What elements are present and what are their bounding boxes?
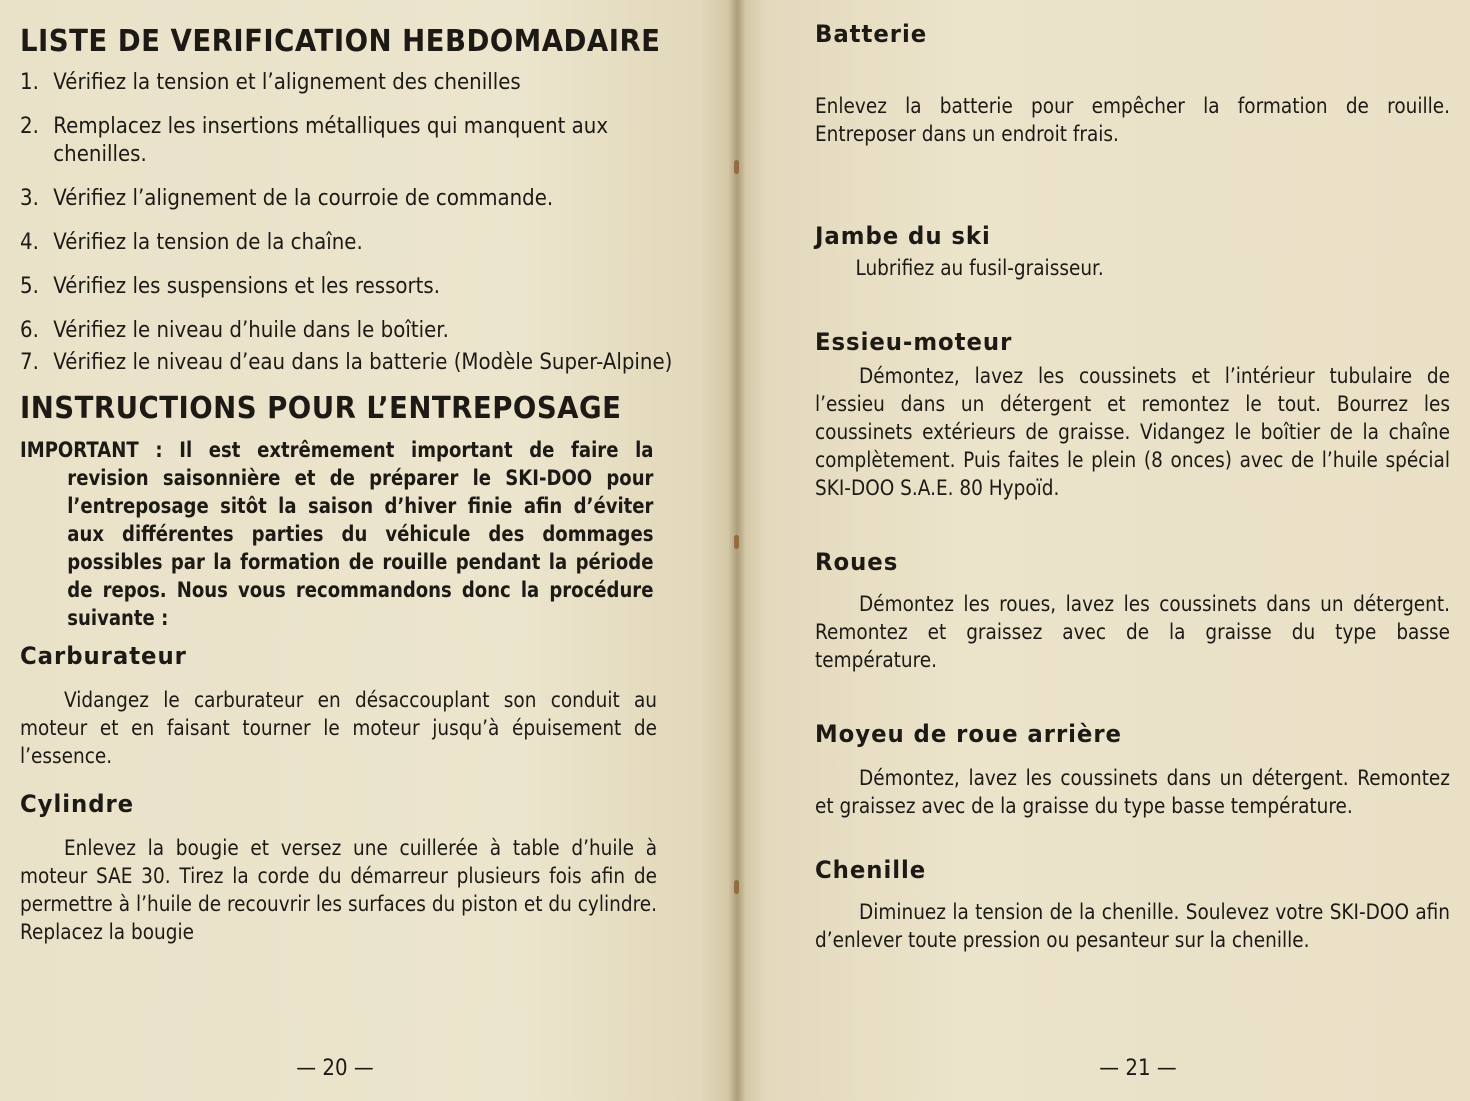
section-heading: Batterie bbox=[815, 20, 928, 48]
checklist-item: 5. Vérifiez les suspensions et les ressorts. bbox=[20, 274, 441, 299]
section-heading: Carburateur bbox=[20, 642, 187, 670]
section-text: Enlevez la batterie pour empêcher la formation de rouille. Entreposer dans un endroit frais. bbox=[815, 94, 1451, 146]
important-label: IMPORTANT : bbox=[20, 438, 163, 462]
section-text: Enlevez la bougie et versez une cuillerée à table d’huile à moteur SAE 30. Tirez la corde du démarreur plusieurs fois afin de permettre à l’huile de recouvrir les surfaces du piston et du cylindre. Replacez la bougie bbox=[20, 836, 658, 944]
page-number: — 21 — bbox=[1099, 1056, 1177, 1081]
weekly-checklist-title: LISTE DE VERIFICATION HEBDOMADAIRE bbox=[20, 24, 661, 59]
section-heading: Essieu-moteur bbox=[815, 328, 1013, 356]
storage-instructions-title: INSTRUCTIONS POUR L’ENTREPOSAGE bbox=[20, 391, 622, 426]
section-text: Vidangez le carburateur en désaccouplant son conduit au moteur et en faisant tourner le moteur jusqu’à épuisement de l’essence. bbox=[20, 688, 658, 768]
section-moyeu bbox=[815, 720, 1451, 820]
checklist-item: 1. Vérifiez la tension et l’alignement des chenilles bbox=[20, 70, 521, 95]
section-text: Lubrifiez au fusil-graisseur. bbox=[855, 256, 1104, 280]
weekly-checklist bbox=[20, 69, 673, 377]
checklist-item: 2. Remplacez les insertions métalliques qui manquent aux chenilles. bbox=[20, 114, 609, 167]
staple-mark bbox=[734, 535, 739, 549]
important-text: Il est extrêmement important de faire la revision saisonnière et de préparer le SKI-DOO pour l’entreposage sitôt la saison d’hiver finie afin d’éviter aux différentes parties du véhicule des dommages possibles par la formation de rouille pendant la période de repos. Nous vous recommandons donc la procédure suivante : bbox=[67, 438, 654, 630]
section-batterie bbox=[815, 20, 1451, 148]
section-heading: Moyeu de roue arrière bbox=[815, 720, 1122, 748]
section-text: Démontez, lavez les coussinets et l’intérieur tubulaire de l’essieu dans un détergent et remontez le tout. Bourrez les coussinets extérieurs de graisse. Vidangez le boîtier de la chaîne complètement. Puis faites le plein (8 onces) avec de l’huile spécial SKI-DOO S.A.E. 80 Hypoïd. bbox=[815, 364, 1451, 500]
section-text: Démontez les roues, lavez les coussinets dans un détergent. Remontez et graissez avec de la graisse du type basse température. bbox=[815, 592, 1451, 672]
section-heading: Jambe du ski bbox=[815, 222, 991, 250]
checklist-item: 6. Vérifiez le niveau d’huile dans le boîtier. bbox=[20, 318, 449, 343]
checklist-item: 4. Vérifiez la tension de la chaîne. bbox=[20, 230, 363, 255]
important-notice bbox=[20, 436, 653, 632]
checklist-item: 3. Vérifiez l’alignement de la courroie de commande. bbox=[20, 186, 554, 211]
section-cylindre bbox=[20, 790, 658, 946]
section-heading: Chenille bbox=[815, 856, 927, 884]
checklist-item: 7. Vérifiez le niveau d’eau dans la batterie (Modèle Super-Alpine) bbox=[20, 350, 673, 375]
section-heading: Cylindre bbox=[20, 790, 135, 818]
section-carburateur bbox=[20, 642, 658, 770]
section-jambe-du-ski bbox=[815, 222, 1448, 282]
section-essieu-moteur bbox=[815, 328, 1451, 502]
right-page bbox=[737, 0, 1470, 1101]
section-heading: Roues bbox=[815, 548, 899, 576]
section-text: Diminuez la tension de la chenille. Soulevez votre SKI-DOO afin d’enlever toute pression ou pesanteur sur la chenille. bbox=[815, 900, 1451, 952]
staple-mark bbox=[734, 880, 739, 894]
staple-mark bbox=[734, 160, 739, 174]
section-chenille bbox=[815, 856, 1451, 954]
section-roues bbox=[815, 548, 1451, 674]
page-number: — 20 — bbox=[296, 1056, 374, 1081]
section-text: Démontez, lavez les coussinets dans un détergent. Remontez et graissez avec de la graisse du type basse température. bbox=[815, 766, 1451, 818]
